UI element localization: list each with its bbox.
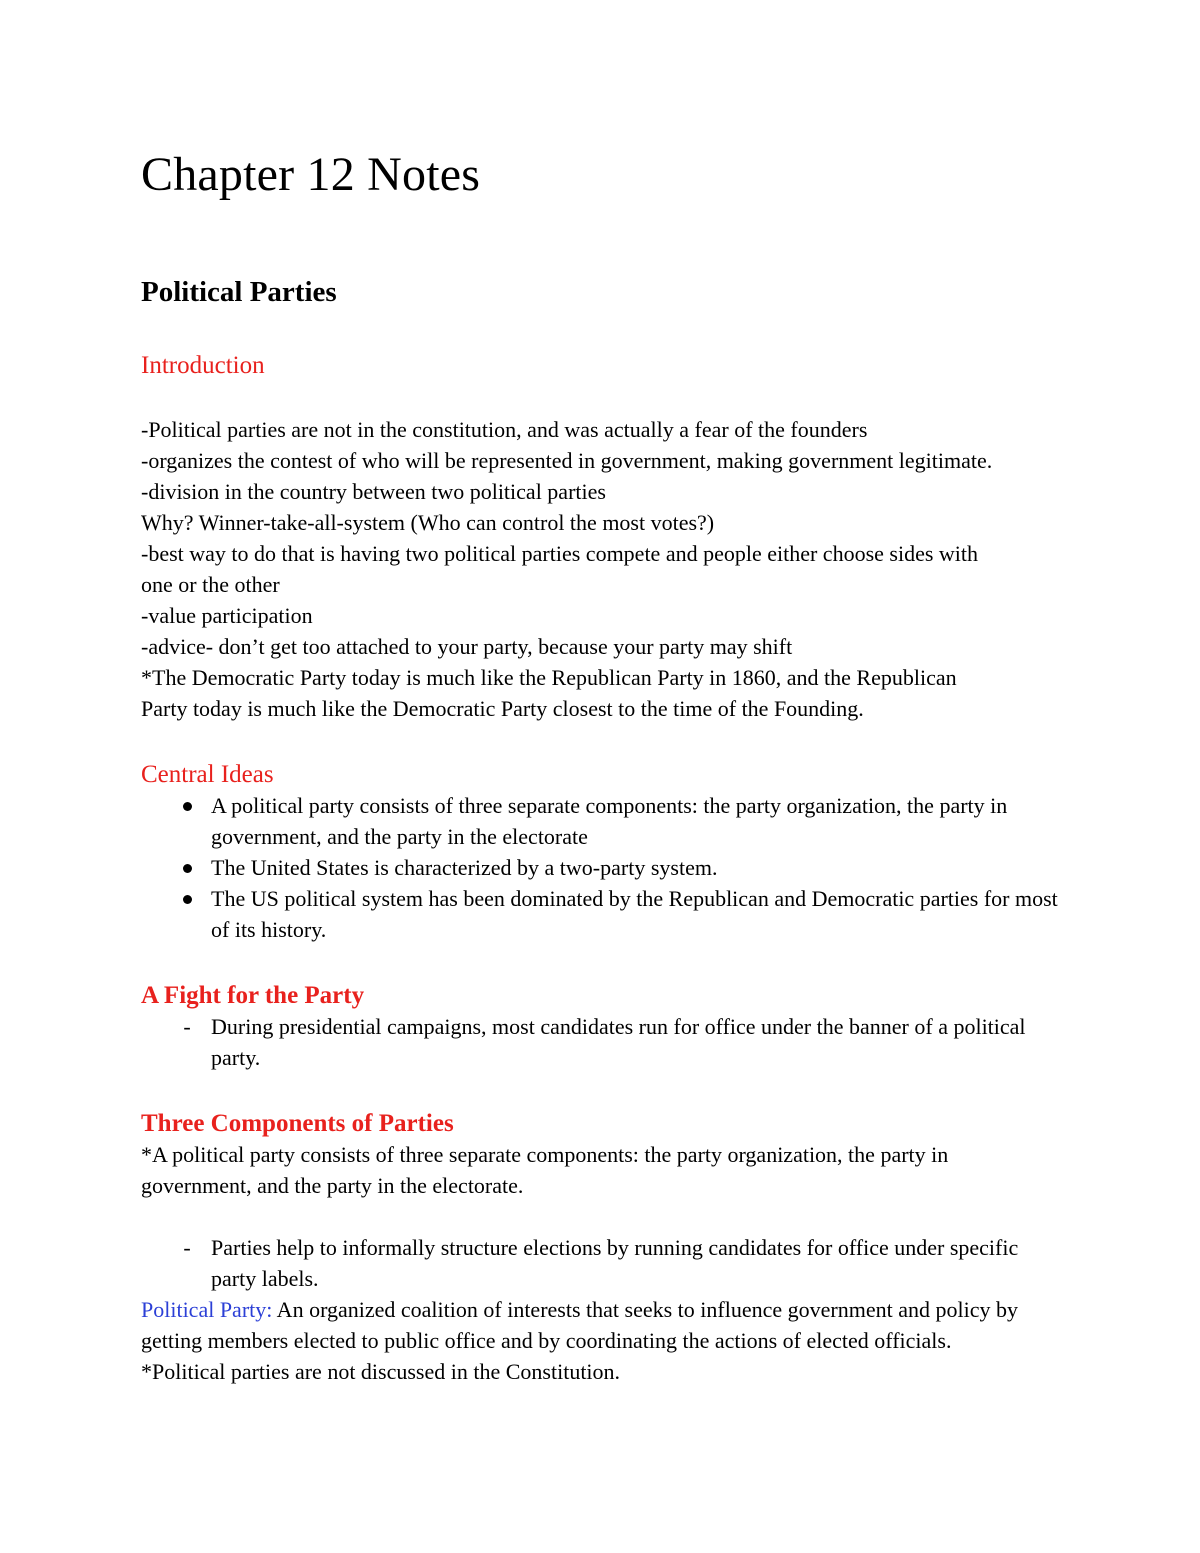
bullet-dot-icon bbox=[177, 883, 197, 914]
list-item bbox=[141, 883, 1061, 945]
document-page bbox=[141, 140, 1061, 1387]
section-fight-for-party bbox=[141, 980, 1061, 1073]
document-subtitle: Political Parties bbox=[141, 276, 337, 308]
introduction-line: Why? Winner-take-all-system (Who can control the most votes?) bbox=[141, 510, 715, 535]
introduction-line: one or the other bbox=[141, 572, 280, 597]
introduction-line: -advice- don’t get too attached to your party, because your party may shift bbox=[141, 634, 793, 659]
list-item-text: The US political system has been dominated by the Republican and Democratic parties for most of its history. bbox=[211, 886, 1058, 942]
list-item bbox=[141, 852, 1061, 883]
dash-marker: - bbox=[183, 1235, 191, 1260]
definition-paragraph bbox=[141, 1294, 1061, 1356]
introduction-line: -best way to do that is having two political parties compete and people either choose sides with bbox=[141, 541, 979, 566]
central-ideas-heading: Central Ideas bbox=[141, 761, 274, 788]
fight-for-party-heading: A Fight for the Party bbox=[141, 982, 365, 1009]
bullet-dot-icon bbox=[177, 790, 197, 821]
introduction-line: *The Democratic Party today is much like the Republican Party in 1860, and the Republican bbox=[141, 665, 957, 690]
section-three-components bbox=[141, 1108, 1061, 1387]
definition-term: Political Party: bbox=[141, 1297, 273, 1322]
three-components-intro: *A political party consists of three separate components: the party organization, the party in government, and the party in the electorate. bbox=[141, 1142, 949, 1198]
list-item-text: During presidential campaigns, most candidates run for office under the banner of a political party. bbox=[211, 1014, 1026, 1070]
dash-marker: - bbox=[183, 1014, 191, 1039]
section-introduction bbox=[141, 350, 1061, 724]
section-central-ideas bbox=[141, 759, 1061, 945]
introduction-line: -organizes the contest of who will be represented in government, making government legitimate. bbox=[141, 448, 993, 473]
list-item-text: Parties help to informally structure elections by running candidates for office under specific party labels. bbox=[211, 1235, 1019, 1291]
fight-for-party-list bbox=[141, 1011, 1061, 1073]
list-item-text: The United States is characterized by a two-party system. bbox=[211, 855, 718, 880]
closing-note: *Political parties are not discussed in the Constitution. bbox=[141, 1359, 621, 1384]
list-item bbox=[141, 790, 1061, 852]
introduction-heading: Introduction bbox=[141, 352, 265, 379]
definition-text: An organized coalition of interests that seeks to influence government and policy by getting members elected to public office and by coordinating the actions of elected officials. bbox=[141, 1297, 1018, 1353]
document-title: Chapter 12 Notes bbox=[141, 148, 481, 201]
three-components-heading: Three Components of Parties bbox=[141, 1110, 454, 1137]
introduction-line: -division in the country between two political parties bbox=[141, 479, 606, 504]
list-item bbox=[141, 1232, 1061, 1294]
three-components-list bbox=[141, 1232, 1061, 1294]
introduction-line: -value participation bbox=[141, 603, 313, 628]
list-item bbox=[141, 1011, 1061, 1073]
list-item-text: A political party consists of three separate components: the party organization, the party in government, and the party in the electorate bbox=[211, 793, 1008, 849]
bullet-dot-icon bbox=[177, 852, 197, 883]
introduction-line: Party today is much like the Democratic Party closest to the time of the Founding. bbox=[141, 696, 864, 721]
central-ideas-list bbox=[141, 790, 1061, 945]
introduction-line: -Political parties are not in the constitution, and was actually a fear of the founders bbox=[141, 417, 868, 442]
